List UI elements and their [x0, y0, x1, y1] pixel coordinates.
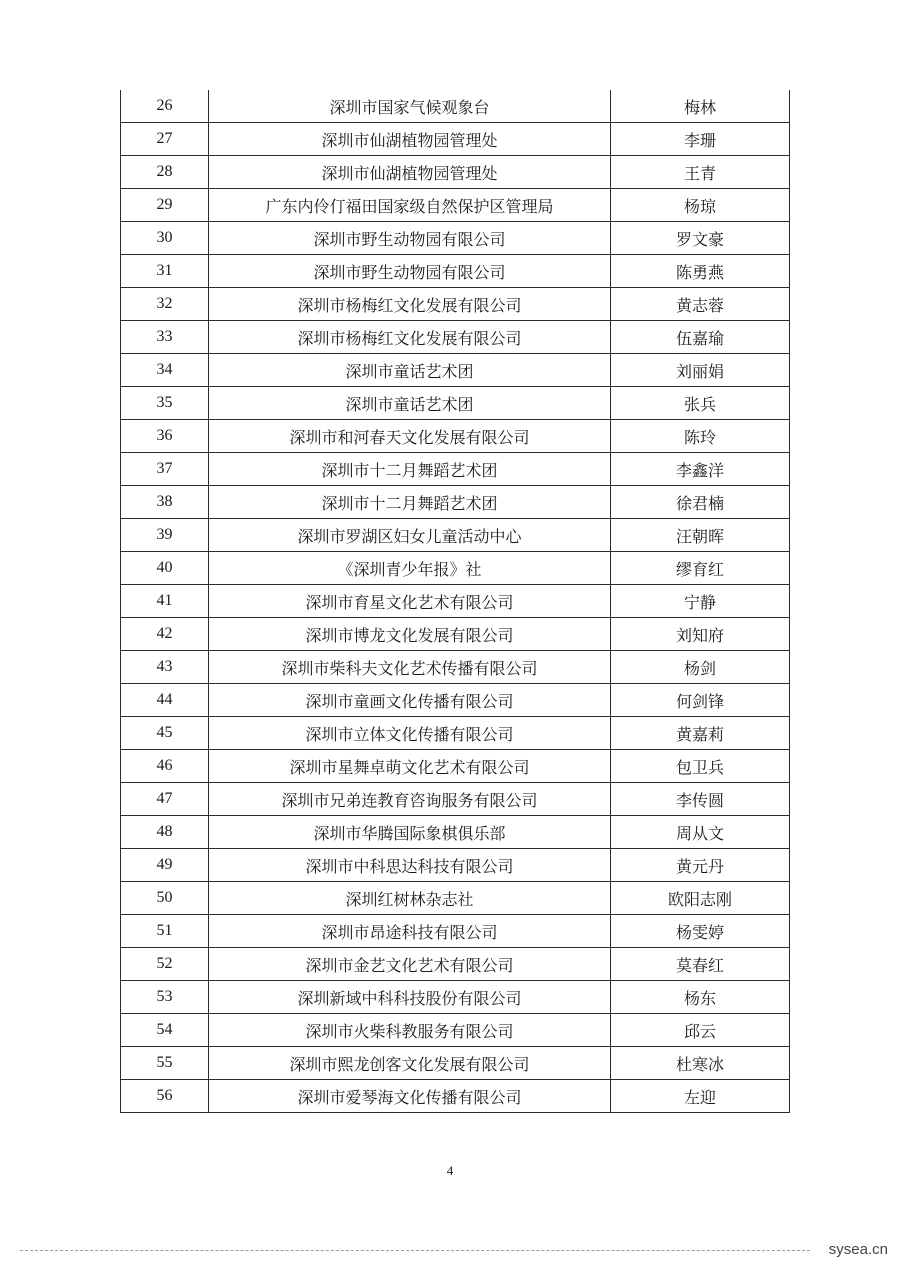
row-number-cell: 52: [121, 948, 209, 981]
organization-cell: 深圳市爱琴海文化传播有限公司: [209, 1080, 611, 1113]
person-name-cell: 杜寒冰: [611, 1047, 790, 1080]
table-row: [121, 1080, 790, 1113]
footer-divider: [20, 1250, 810, 1251]
table-row: [121, 486, 790, 519]
table-row: [121, 420, 790, 453]
organization-cell: 深圳市杨梅红文化发展有限公司: [209, 321, 611, 354]
organization-cell: 深圳市熙龙创客文化发展有限公司: [209, 1047, 611, 1080]
table-row: [121, 750, 790, 783]
organization-cell: 深圳市金艺文化艺术有限公司: [209, 948, 611, 981]
row-number-cell: 28: [121, 156, 209, 189]
table-row: [121, 189, 790, 222]
table-row: [121, 618, 790, 651]
row-number-cell: 34: [121, 354, 209, 387]
organization-cell: 深圳市育星文化艺术有限公司: [209, 585, 611, 618]
row-number-cell: 35: [121, 387, 209, 420]
organization-cell: 深圳市童话艺术团: [209, 354, 611, 387]
person-name-cell: 周从文: [611, 816, 790, 849]
organization-cell: 深圳市十二月舞蹈艺术团: [209, 453, 611, 486]
table-row: [121, 915, 790, 948]
person-name-cell: 陈玲: [611, 420, 790, 453]
table-row: [121, 948, 790, 981]
person-name-cell: 黄嘉莉: [611, 717, 790, 750]
row-number-cell: 55: [121, 1047, 209, 1080]
row-number-cell: 51: [121, 915, 209, 948]
organization-cell: 深圳市野生动物园有限公司: [209, 222, 611, 255]
person-name-cell: 宁静: [611, 585, 790, 618]
person-name-cell: 缪育红: [611, 552, 790, 585]
organization-cell: 广东内伶仃福田国家级自然保护区管理局: [209, 189, 611, 222]
row-number-cell: 50: [121, 882, 209, 915]
table-row: [121, 222, 790, 255]
row-number-cell: 29: [121, 189, 209, 222]
person-name-cell: 王青: [611, 156, 790, 189]
table-row: [121, 519, 790, 552]
person-name-cell: 李鑫洋: [611, 453, 790, 486]
person-name-cell: 黄志蓉: [611, 288, 790, 321]
person-name-cell: 左迎: [611, 1080, 790, 1113]
person-name-cell: 莫春红: [611, 948, 790, 981]
person-name-cell: 杨琼: [611, 189, 790, 222]
organization-cell: 深圳市和河春天文化发展有限公司: [209, 420, 611, 453]
table-row: [121, 123, 790, 156]
table-row: [121, 981, 790, 1014]
person-name-cell: 杨东: [611, 981, 790, 1014]
table-row: [121, 1014, 790, 1047]
table-row: [121, 684, 790, 717]
table-row: [121, 156, 790, 189]
table-row: [121, 387, 790, 420]
organization-cell: 深圳红树林杂志社: [209, 882, 611, 915]
row-number-cell: 32: [121, 288, 209, 321]
person-name-cell: 梅林: [611, 90, 790, 123]
row-number-cell: 48: [121, 816, 209, 849]
person-name-cell: 杨剑: [611, 651, 790, 684]
organization-cell: 深圳市罗湖区妇女儿童活动中心: [209, 519, 611, 552]
row-number-cell: 40: [121, 552, 209, 585]
table-row: [121, 90, 790, 123]
row-number-cell: 56: [121, 1080, 209, 1113]
table-row: [121, 585, 790, 618]
person-name-cell: 刘知府: [611, 618, 790, 651]
person-name-cell: 李珊: [611, 123, 790, 156]
table-row: [121, 651, 790, 684]
row-number-cell: 54: [121, 1014, 209, 1047]
organization-cell: 深圳市童话艺术团: [209, 387, 611, 420]
row-number-cell: 53: [121, 981, 209, 1014]
row-number-cell: 33: [121, 321, 209, 354]
person-name-cell: 陈勇燕: [611, 255, 790, 288]
row-number-cell: 44: [121, 684, 209, 717]
organization-cell: 《深圳青少年报》社: [209, 552, 611, 585]
table-row: [121, 453, 790, 486]
organization-cell: 深圳市童画文化传播有限公司: [209, 684, 611, 717]
organization-cell: 深圳市博龙文化发展有限公司: [209, 618, 611, 651]
row-number-cell: 38: [121, 486, 209, 519]
row-number-cell: 31: [121, 255, 209, 288]
table-row: [121, 717, 790, 750]
person-name-cell: 欧阳志刚: [611, 882, 790, 915]
table-row: [121, 783, 790, 816]
organization-cell: 深圳市仙湖植物园管理处: [209, 156, 611, 189]
row-number-cell: 27: [121, 123, 209, 156]
roster-table-body: [121, 90, 790, 1113]
organization-cell: 深圳市立体文化传播有限公司: [209, 717, 611, 750]
organization-cell: 深圳市中科思达科技有限公司: [209, 849, 611, 882]
row-number-cell: 36: [121, 420, 209, 453]
table-row: [121, 354, 790, 387]
table-row: [121, 288, 790, 321]
table-row: [121, 1047, 790, 1080]
table-row: [121, 552, 790, 585]
organization-cell: 深圳市十二月舞蹈艺术团: [209, 486, 611, 519]
roster-table: [120, 90, 790, 1113]
person-name-cell: 徐君楠: [611, 486, 790, 519]
watermark-text: sysea.cn: [828, 1241, 888, 1258]
person-name-cell: 刘丽娟: [611, 354, 790, 387]
person-name-cell: 罗文豪: [611, 222, 790, 255]
page-number: 4: [446, 1163, 454, 1178]
table-row: [121, 882, 790, 915]
row-number-cell: 46: [121, 750, 209, 783]
person-name-cell: 张兵: [611, 387, 790, 420]
organization-cell: 深圳市杨梅红文化发展有限公司: [209, 288, 611, 321]
person-name-cell: 何剑锋: [611, 684, 790, 717]
organization-cell: 深圳市火柴科教服务有限公司: [209, 1014, 611, 1047]
row-number-cell: 41: [121, 585, 209, 618]
person-name-cell: 汪朝晖: [611, 519, 790, 552]
table-row: [121, 849, 790, 882]
person-name-cell: 包卫兵: [611, 750, 790, 783]
organization-cell: 深圳市昂途科技有限公司: [209, 915, 611, 948]
organization-cell: 深圳市兄弟连教育咨询服务有限公司: [209, 783, 611, 816]
person-name-cell: 杨雯婷: [611, 915, 790, 948]
organization-cell: 深圳新域中科科技股份有限公司: [209, 981, 611, 1014]
organization-cell: 深圳市野生动物园有限公司: [209, 255, 611, 288]
row-number-cell: 39: [121, 519, 209, 552]
table-row: [121, 816, 790, 849]
row-number-cell: 42: [121, 618, 209, 651]
person-name-cell: 黄元丹: [611, 849, 790, 882]
person-name-cell: 伍嘉瑜: [611, 321, 790, 354]
table-row: [121, 321, 790, 354]
person-name-cell: 李传圆: [611, 783, 790, 816]
organization-cell: 深圳市星舞卓萌文化艺术有限公司: [209, 750, 611, 783]
row-number-cell: 45: [121, 717, 209, 750]
organization-cell: 深圳市仙湖植物园管理处: [209, 123, 611, 156]
row-number-cell: 43: [121, 651, 209, 684]
table-row: [121, 255, 790, 288]
person-name-cell: 邱云: [611, 1014, 790, 1047]
organization-cell: 深圳市柴科夫文化艺术传播有限公司: [209, 651, 611, 684]
row-number-cell: 30: [121, 222, 209, 255]
row-number-cell: 47: [121, 783, 209, 816]
row-number-cell: 49: [121, 849, 209, 882]
organization-cell: 深圳市华腾国际象棋俱乐部: [209, 816, 611, 849]
organization-cell: 深圳市国家气候观象台: [209, 90, 611, 123]
row-number-cell: 37: [121, 453, 209, 486]
row-number-cell: 26: [121, 90, 209, 123]
